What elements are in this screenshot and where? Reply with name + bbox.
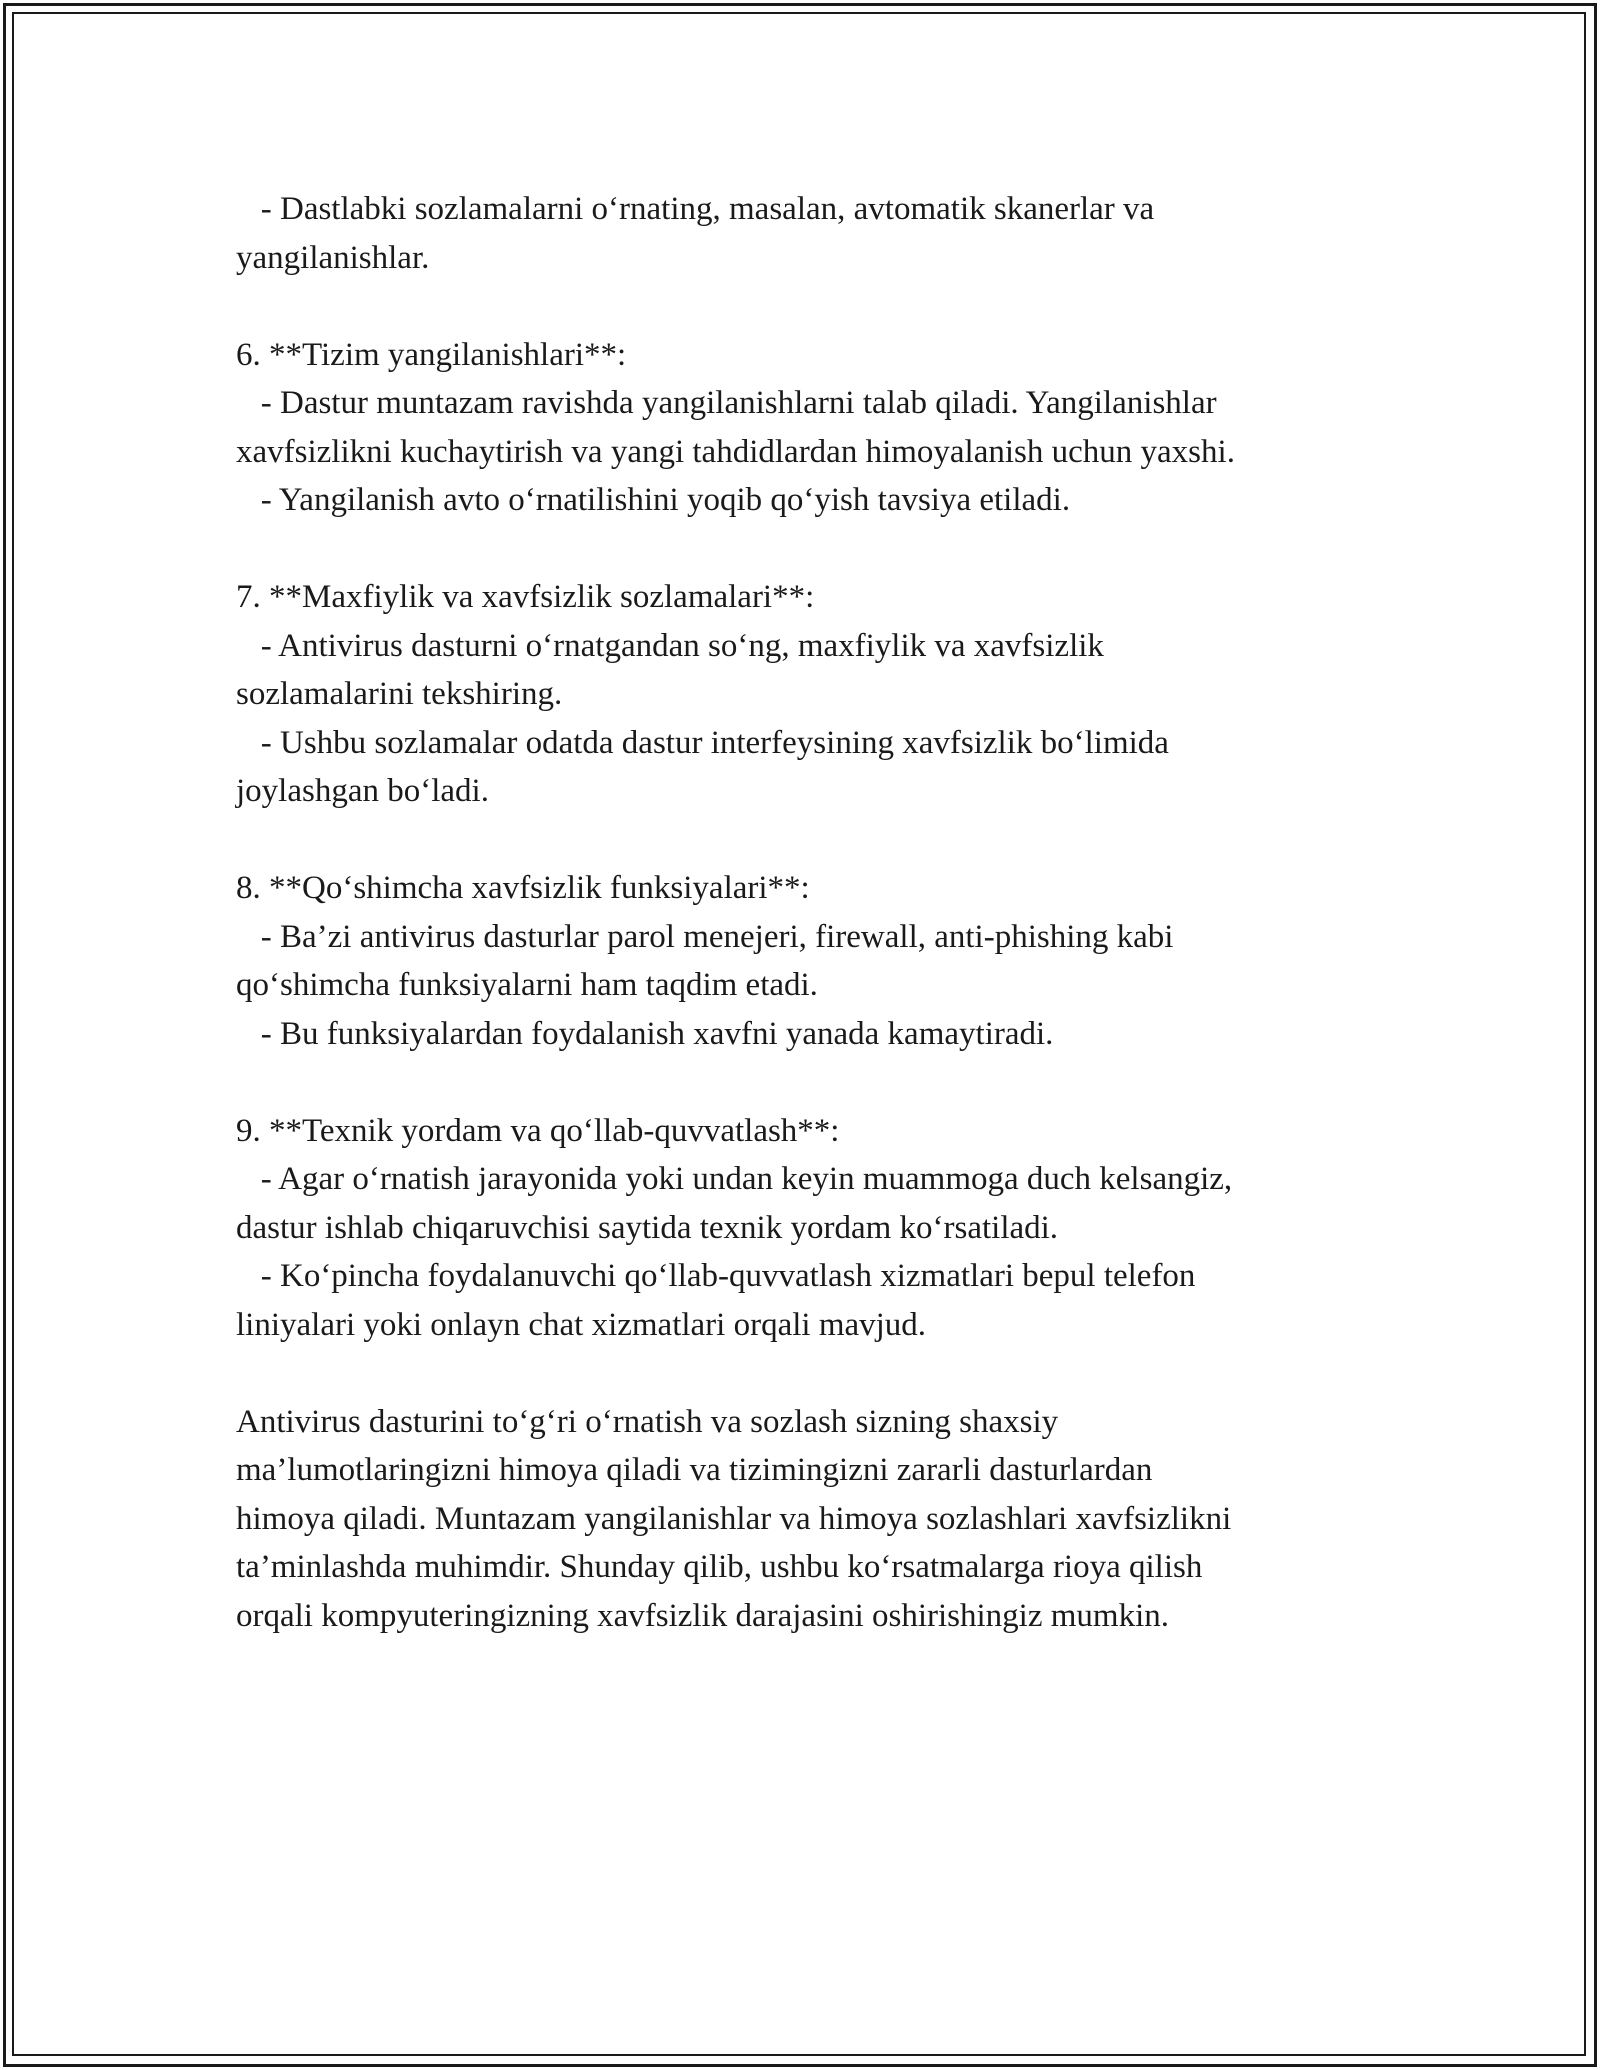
text-line: - Dastlabki sozlamalarni o‘rnating, masalan, avtomatik skanerlar va	[236, 191, 1155, 227]
text-line: dastur ishlab chiqaruvchisi saytida texnik yordam ko‘rsatiladi.	[236, 1209, 1059, 1246]
paragraph-intro-continuation	[236, 185, 1396, 282]
text-line: himoya qiladi. Muntazam yangilanishlar va himoya sozlashlari xavfsizlikni	[236, 1500, 1232, 1537]
text-line: liniyalari yoki onlayn chat xizmatlari orqali mavjud.	[236, 1306, 927, 1343]
paragraph-gap	[236, 1058, 1396, 1107]
paragraph-gap	[236, 816, 1396, 865]
text-line: yangilanishlar.	[236, 239, 430, 276]
section-8	[236, 864, 1396, 1058]
text-line: - Ushbu sozlamalar odatda dastur interfeysining xavfsizlik bo‘limida	[236, 724, 1169, 761]
text-line: xavfsizlikni kuchaytirish va yangi tahdidlardan himoyalanish uchun yaxshi.	[236, 433, 1235, 470]
text-line: Antivirus dasturini to‘g‘ri o‘rnatish va sozlash sizning shaxsiy	[236, 1403, 1059, 1440]
section-6	[236, 331, 1396, 525]
section-heading: 8. **Qo‘shimcha xavfsizlik funksiyalari**:	[236, 870, 810, 906]
conclusion-paragraph	[236, 1398, 1396, 1641]
section-7	[236, 573, 1396, 816]
text-line: joylashgan bo‘ladi.	[236, 773, 489, 809]
text-line: - Dastur muntazam ravishda yangilanishlarni talab qiladi. Yangilanishlar	[236, 385, 1217, 421]
paragraph-gap	[236, 525, 1396, 574]
text-line: - Ba’zi antivirus dasturlar parol menejeri, firewall, anti-phishing kabi	[236, 918, 1174, 955]
text-line: - Antivirus dasturni o‘rnatgandan so‘ng, maxfiylik va xavfsizlik	[236, 627, 1104, 664]
section-9	[236, 1107, 1396, 1350]
document-body	[236, 185, 1396, 1640]
text-line: - Yangilanish avto o‘rnatilishini yoqib qo‘yish tavsiya etiladi.	[236, 482, 1071, 518]
section-heading: 7. **Maxfiylik va xavfsizlik sozlamalari**:	[236, 579, 815, 615]
text-line: - Bu funksiyalardan foydalanish xavfni yanada kamaytiradi.	[236, 1015, 1054, 1052]
text-line: orqali kompyuteringizning xavfsizlik darajasini oshirishingiz mumkin.	[236, 1597, 1170, 1634]
text-line: - Ko‘pincha foydalanuvchi qo‘llab-quvvatlash xizmatlari bepul telefon	[236, 1258, 1196, 1294]
text-line: - Agar o‘rnatish jarayonida yoki undan keyin muammoga duch kelsangiz,	[236, 1161, 1233, 1197]
text-line: qo‘shimcha funksiyalarni ham taqdim etadi.	[236, 967, 818, 1003]
section-heading: 6. **Tizim yangilanishlari**:	[236, 336, 627, 373]
text-line: sozlamalarini tekshiring.	[236, 676, 563, 712]
paragraph-gap	[236, 282, 1396, 331]
paragraph-gap	[236, 1349, 1396, 1398]
text-line: ta’minlashda muhimdir. Shunday qilib, ushbu ko‘rsatmalarga rioya qilish	[236, 1549, 1203, 1585]
section-heading: 9. **Texnik yordam va qo‘llab-quvvatlash**:	[236, 1112, 840, 1149]
text-line: ma’lumotlaringizni himoya qiladi va tizimingizni zararli dasturlardan	[236, 1452, 1153, 1488]
